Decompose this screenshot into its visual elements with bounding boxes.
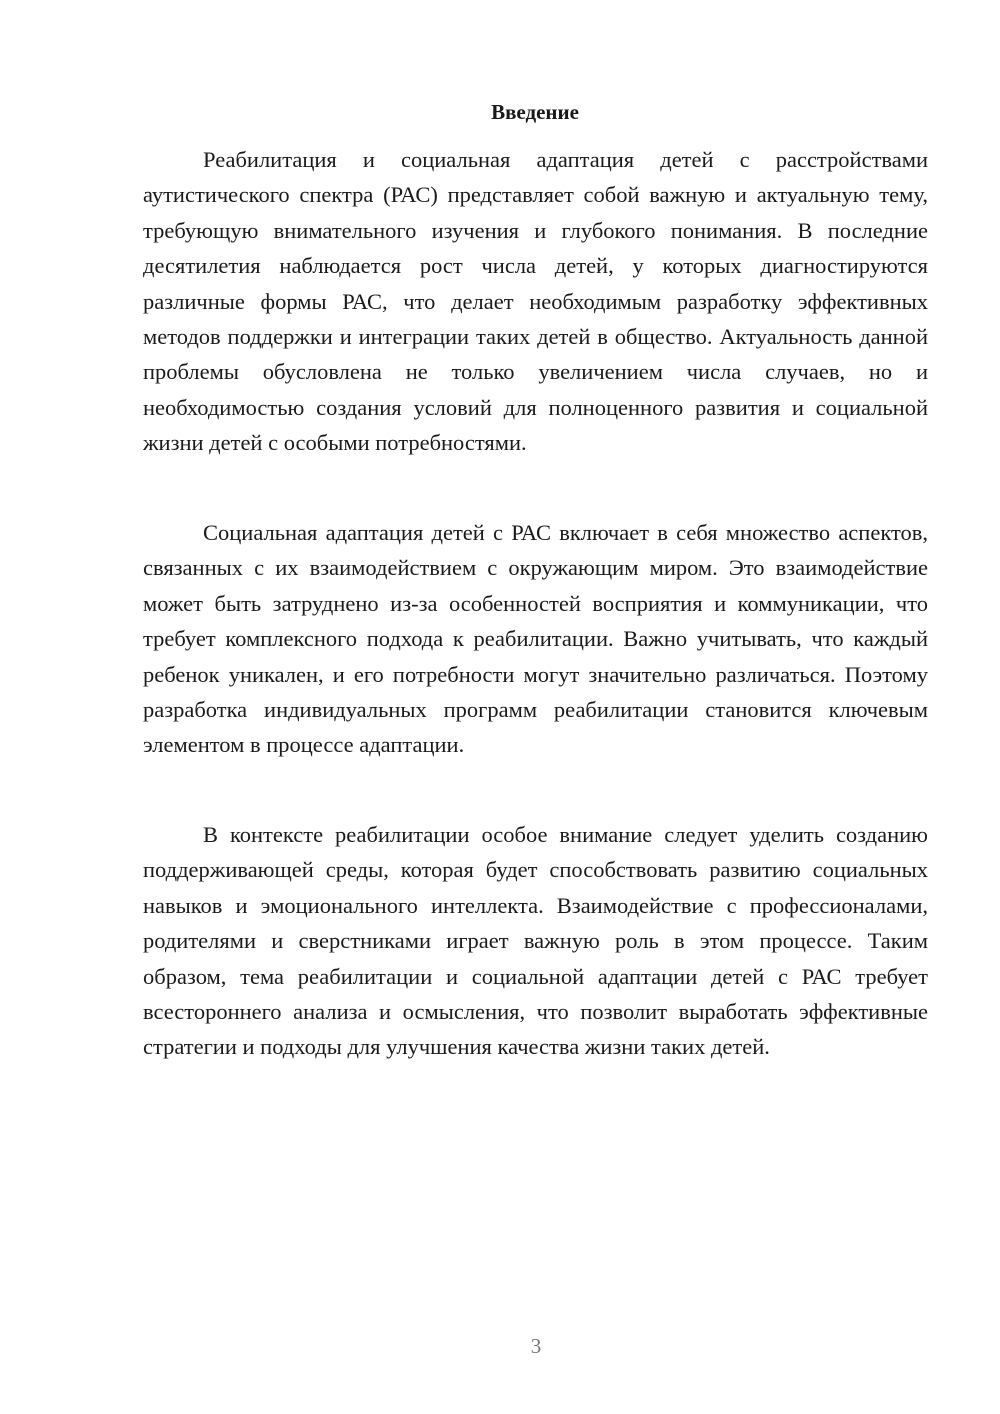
page-number: 3 bbox=[530, 1334, 542, 1358]
paragraph-1: Реабилитация и социальная адаптация детей с расстройствами аутистического спектра (РАС) представляет собой важную и актуальную тему, требующую внимательного изучения и глубокого понимания. В последние десятилетия наблюдается рост числа детей, у которых диагностируются различные формы РАС, что делает необходимым разработку эффективных методов поддержки и интеграции таких детей в общество. Актуальность данной проблемы обусловлена не только увеличением числа случаев, но и необходимостью создания условий для полноценного развития и социальной жизни детей с особыми потребностями. bbox=[143, 147, 928, 456]
paragraph-3: В контексте реабилитации особое внимание следует уделить созданию поддерживающей среды, которая будет способствовать развитию социальных навыков и эмоционального интеллекта. Взаимодействие с профессионалами, родителями и сверстниками играет важную роль в этом процессе. Таким образом, тема реабилитации и социальной адаптации детей с РАС требует всестороннего анализа и осмысления, что позволит выработать эффективные стратегии и подходы для улучшения качества жизни таких детей. bbox=[143, 822, 928, 1060]
section-heading: Введение bbox=[491, 100, 579, 124]
paragraph-2: Социальная адаптация детей с РАС включает в себя множество аспектов, связанных с их взаимодействием с окружающим миром. Это взаимодействие может быть затруднено из-за особенностей восприятия и коммуникации, что требует комплексного подхода к реабилитации. Важно учитывать, что каждый ребенок уникален, и его потребности могут значительно различаться. Поэтому разработка индивидуальных программ реабилитации становится ключевым элементом в процессе адаптации. bbox=[143, 520, 928, 758]
